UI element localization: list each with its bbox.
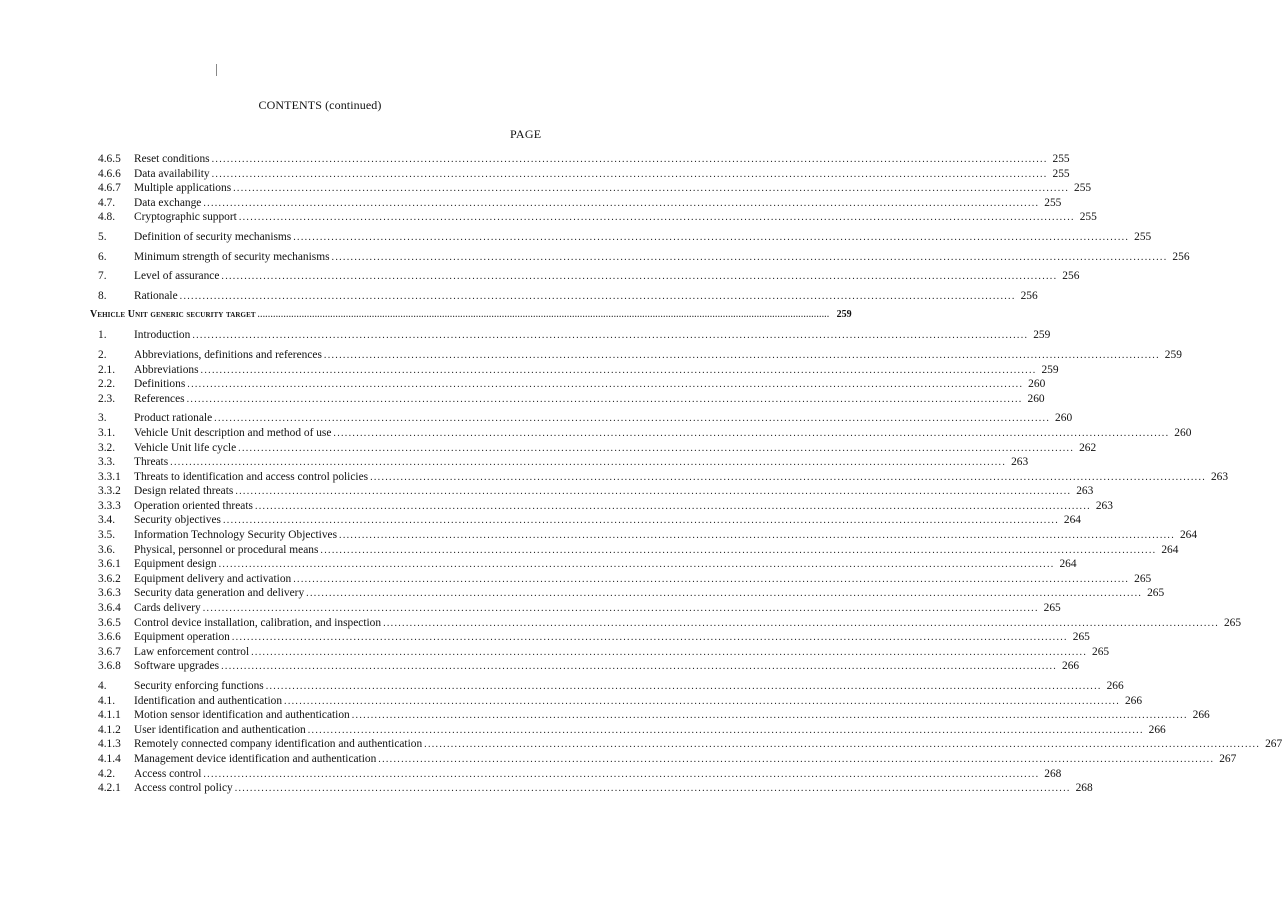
- toc-entry-page: 255: [1052, 167, 1070, 180]
- toc-entry-label: Management device identification and authentication: [134, 752, 377, 765]
- toc-entry-label: Equipment delivery and activation: [134, 572, 292, 585]
- toc-entry-label: Software upgrades: [134, 660, 220, 673]
- dot-leader: ............................................................................................................................................................................................................................: [218, 559, 1055, 571]
- toc-entry-label: Vehicle Unit life cycle: [134, 441, 237, 454]
- toc-entry-page: 265: [1092, 645, 1110, 658]
- toc-entry-page: 265: [1147, 587, 1165, 600]
- toc-entry-page: 255: [1052, 153, 1070, 165]
- toc-entry-number: 4.6.6: [98, 167, 121, 180]
- toc-entry-page: 259: [1033, 329, 1051, 342]
- dot-leader: ............................................................................................................................................................................................................................: [320, 544, 1157, 556]
- toc-entry-page: 255: [1074, 182, 1092, 195]
- toc-entry-page: 265: [1043, 602, 1061, 615]
- toc-entry-page: 260: [1055, 412, 1073, 425]
- toc-entry-label: Vehicle Unit description and method of use: [134, 426, 332, 439]
- toc-entry-number: 4.8.: [98, 211, 116, 224]
- toc-entry-page: 263: [1210, 470, 1229, 483]
- dot-leader: ............................................................................................................................................................................................................................: [323, 349, 1160, 361]
- toc-entry-label: Security data generation and delivery: [134, 587, 305, 600]
- toc-entry: [90, 659, 1080, 674]
- toc-entry-page: 264: [1063, 514, 1081, 527]
- toc-entry: [90, 723, 1166, 738]
- toc-entry-label: Level of assurance: [134, 270, 220, 283]
- toc-entry: [90, 630, 1090, 645]
- toc-entry-label: Data availability: [134, 167, 210, 180]
- toc-entry-page: 264: [1179, 529, 1198, 542]
- toc-entry-label: Cryptographic support: [134, 211, 237, 224]
- dot-leader: ............................................................................................................................................................................................................................: [265, 681, 1102, 692]
- toc-entry-number: 3.3.3: [98, 499, 121, 512]
- toc-entry-page: 264: [1059, 558, 1077, 571]
- dot-leader: ............................................................................................................................................................................................................................: [370, 471, 1207, 483]
- toc-entry: [90, 411, 1073, 426]
- dot-leader: ............................................................................................................................................................................................................................: [238, 442, 1075, 454]
- toc-entry-number: 8.: [98, 289, 107, 302]
- dot-leader: ............................................................................................................................................................................................................................: [179, 290, 1016, 302]
- toc-entry-number: 4.2.: [98, 767, 116, 780]
- toc-entry-label: Introduction: [134, 329, 191, 342]
- dot-leader: ............................................................................................................................................................................................................................: [203, 768, 1040, 780]
- toc-entry-label: Data exchange: [134, 196, 202, 209]
- toc-entry-number: 3.6.: [98, 543, 116, 556]
- dot-leader: ............................................................................................................................................................................................................................: [293, 573, 1130, 585]
- toc-entry: [90, 767, 1062, 782]
- toc-entry-page: 266: [1106, 680, 1124, 692]
- dot-leader: ............................................................................................................................................................................................................................: [234, 783, 1071, 795]
- toc-entry-label: Operation oriented threats: [134, 499, 253, 512]
- toc-entry-label: Cards delivery: [134, 602, 201, 615]
- toc-entry-number: 3.6.3: [98, 587, 121, 600]
- toc-entry: [90, 752, 1237, 767]
- page-column-label: PAGE: [510, 127, 542, 141]
- toc-entry-number: 3.6.6: [98, 631, 121, 644]
- dot-leader: ............................................................................................................................................................................................................................: [211, 168, 1048, 180]
- toc-entry-label: Information Technology Security Objectives: [134, 529, 338, 542]
- toc-entry-label: Design related threats: [134, 485, 234, 498]
- toc-entry-page: 266: [1124, 694, 1143, 707]
- toc-entry-label: Vehicle Unit generic security target: [90, 309, 256, 321]
- toc-entry: [90, 616, 1242, 631]
- dot-leader: ............................................................................................................................................................................................................................: [424, 739, 1261, 751]
- toc-entry-number: 3.3.2: [98, 485, 121, 498]
- toc-entry-label: Definition of security mechanisms: [134, 230, 292, 243]
- toc-entry-label: Reset conditions: [134, 153, 210, 165]
- toc-entry-number: 4.2.1: [98, 782, 121, 795]
- dot-leader: ............................................................................................................................................................................................................................: [235, 486, 1072, 498]
- toc-entry-label: Definitions: [134, 378, 186, 391]
- toc-entry: [90, 708, 1210, 723]
- toc-entry-page: 262: [1079, 441, 1097, 454]
- toc-entry-number: 4.1.1: [98, 709, 121, 722]
- toc-entry-number: 2.3.: [98, 392, 116, 405]
- dot-leader: ............................................................................................................................................................................................................................: [200, 364, 1037, 376]
- toc-entry-number: 5.: [98, 230, 107, 243]
- toc-entry: [90, 363, 1059, 378]
- toc-entry-page: 256: [1062, 270, 1080, 283]
- page-title: CONTENTS (continued): [258, 98, 382, 112]
- toc-entry-number: 3.6.4: [98, 602, 121, 615]
- dot-leader: ............................................................................................................................................................................................................................: [251, 646, 1088, 658]
- toc-entry-label: Law enforcement control: [134, 645, 250, 658]
- toc-entry-page: 255: [1079, 211, 1097, 224]
- toc-entry-label: Threats to identification and access control policies: [134, 470, 369, 483]
- toc-entry: [90, 484, 1094, 499]
- toc-entry-number: 3.6.1: [98, 558, 121, 571]
- toc-entry-number: 3.6.8: [98, 660, 121, 673]
- toc-entry: [90, 513, 1081, 528]
- toc-entry: [90, 348, 1182, 363]
- dot-leader: ............................................................................................................................................................................................................................: [202, 603, 1039, 615]
- dot-leader: ............................................................................................................................................................................................................................: [293, 231, 1130, 243]
- toc-entry: [90, 289, 1038, 304]
- toc-entry: [90, 196, 1062, 211]
- toc-entry: [90, 269, 1080, 284]
- toc-entry-page: 265: [1223, 616, 1242, 629]
- toc-entry-label: Identification and authentication: [134, 694, 283, 707]
- toc-entry: [90, 392, 1045, 407]
- toc-entry-page: 256: [1172, 250, 1190, 263]
- toc-entry-label: Minimum strength of security mechanisms: [134, 250, 330, 263]
- dot-leader: ............................................................................................................................................................................................................................: [238, 212, 1075, 224]
- toc-entry-number: 3.5.: [98, 529, 116, 542]
- toc-entry: [90, 543, 1179, 558]
- toc-entry: [90, 181, 1092, 196]
- dot-leader: ............................................................................................................................................................................................................................: [383, 617, 1220, 629]
- toc-entry: [90, 737, 1282, 752]
- dot-leader: ............................................................................................................................................................................................................................: [170, 457, 1007, 469]
- dot-leader: ............................................................................................................................................................................................................................: [331, 251, 1168, 263]
- toc-entry-page: 256: [1020, 289, 1038, 302]
- toc-entry-page: 260: [1028, 378, 1046, 391]
- toc-entry-page: 255: [1044, 196, 1062, 209]
- dot-leader: ............................................................................................................................................................................................................................: [187, 379, 1024, 391]
- dot-leader: ............................................................................................................................................................................................................................: [254, 500, 1091, 512]
- toc-entry-label: Access control policy: [134, 782, 233, 795]
- dot-leader: ............................................................................................................................................................................................................................: [351, 710, 1188, 722]
- toc-entry-number: 4.1.: [98, 694, 116, 707]
- toc-entry-page: 263: [1095, 499, 1113, 512]
- toc-entry-number: 2.2.: [98, 378, 116, 391]
- toc-entry-page: 259: [1164, 348, 1182, 361]
- dot-leader: ............................................................................................................................................................................................................................: [307, 724, 1144, 736]
- toc-entry-number: 3.3.1: [98, 470, 121, 483]
- toc-entry-number: 3.2.: [98, 441, 116, 454]
- toc-section-heading: [90, 307, 852, 323]
- toc-entry-number: 2.1.: [98, 363, 116, 376]
- table-of-contents: [90, 152, 1282, 796]
- toc-entry: [90, 377, 1046, 392]
- toc-entry-label: References: [134, 392, 185, 405]
- toc-entry: [90, 441, 1097, 456]
- toc-entry-number: 2.: [98, 348, 107, 361]
- toc-entry-page: 266: [1148, 723, 1166, 736]
- toc-entry: [90, 601, 1061, 616]
- toc-entry-page: 267: [1265, 738, 1282, 751]
- toc-entry-label: Product rationale: [134, 412, 213, 425]
- dot-leader: ............................................................................................................................................................................................................................: [203, 197, 1040, 209]
- toc-entry-page: 263: [1076, 485, 1094, 498]
- toc-entry: [90, 167, 1070, 182]
- scan-mark: [216, 64, 217, 76]
- dot-leader: ............................................................................................................................................................................................................................: [339, 530, 1176, 542]
- toc-entry-number: 4.7.: [98, 196, 116, 209]
- toc-entry-number: 4.1.2: [98, 723, 121, 736]
- toc-entry-label: Abbreviations, definitions and references: [134, 348, 322, 361]
- toc-entry-page: 268: [1044, 767, 1062, 780]
- toc-entry: [90, 781, 1093, 796]
- toc-entry: [90, 645, 1110, 660]
- dot-leader: ............................................................................................................................................................................................................................: [221, 661, 1058, 673]
- dot-leader: ............................................................................................................................................................................................................................: [233, 183, 1070, 195]
- dot-leader: ............................................................................................................................................................................................................................: [378, 753, 1215, 765]
- dot-leader: ............................................................................................................................................................................................................................: [306, 588, 1143, 600]
- toc-entry: [90, 210, 1097, 225]
- toc-entry-number: 7.: [98, 270, 107, 283]
- toc-entry-page: 259: [836, 309, 852, 321]
- toc-entry-page: 259: [1041, 363, 1059, 376]
- toc-entry-label: Access control: [134, 767, 202, 780]
- toc-entry-label: Rationale: [134, 289, 178, 302]
- toc-entry-page: 264: [1161, 543, 1179, 556]
- toc-entry-label: Multiple applications: [134, 182, 232, 195]
- toc-entry-label: Motion sensor identification and authentication: [134, 709, 350, 722]
- toc-entry-label: Equipment design: [134, 558, 217, 571]
- toc-entry-number: 6.: [98, 250, 107, 263]
- toc-entry-page: 260: [1174, 426, 1192, 439]
- toc-entry-label: Equipment operation: [134, 631, 230, 644]
- toc-entry-label: Control device installation, calibration, and inspection: [134, 616, 382, 629]
- toc-entry-number: 4.1.4: [98, 752, 121, 765]
- toc-entry-number: 3.6.5: [98, 616, 121, 629]
- toc-entry-number: 1.: [98, 329, 107, 342]
- toc-entry-page: 260: [1027, 392, 1045, 405]
- dot-leader: ............................................................................................................................................................................................................................: [221, 271, 1058, 283]
- dot-leader: ............................................................................................................................................................................................................................: [211, 154, 1048, 165]
- toc-entry-label: Security objectives: [134, 514, 221, 527]
- dot-leader: ............................................................................................................................................................................................................................: [192, 330, 1029, 342]
- toc-entry-page: 268: [1075, 782, 1093, 795]
- toc-entry-label: Threats: [134, 456, 169, 469]
- toc-entry-number: 4.6.5: [98, 153, 121, 165]
- toc-entry: [90, 328, 1051, 343]
- toc-entry-page: 263: [1011, 456, 1029, 469]
- toc-entry-number: 4.: [98, 680, 107, 692]
- toc-entry: [90, 586, 1165, 601]
- toc-entry-page: 265: [1134, 572, 1152, 585]
- toc-entry-number: 3.6.2: [98, 572, 121, 585]
- toc-entry-number: 3.1.: [98, 426, 116, 439]
- toc-entry: [90, 557, 1077, 572]
- toc-entry-page: 266: [1062, 660, 1080, 673]
- toc-entry-label: Security enforcing functions: [134, 680, 264, 692]
- dot-leader: ............................................................................................................................................................................................................................: [257, 310, 830, 320]
- toc-entry-number: 3.: [98, 412, 107, 425]
- toc-entry-number: 4.6.7: [98, 182, 121, 195]
- toc-entry-label: Remotely connected company identification and authentication: [134, 738, 423, 751]
- toc-entry-label: User identification and authentication: [134, 723, 306, 736]
- toc-entry: [90, 499, 1113, 514]
- toc-entry-page: 267: [1219, 752, 1237, 765]
- dot-leader: ............................................................................................................................................................................................................................: [231, 632, 1068, 644]
- toc-entry: [90, 250, 1190, 265]
- dot-leader: ............................................................................................................................................................................................................................: [333, 427, 1170, 439]
- toc-entry: [90, 679, 1124, 694]
- dot-leader: ............................................................................................................................................................................................................................: [284, 695, 1121, 707]
- dot-leader: ............................................................................................................................................................................................................................: [223, 515, 1059, 527]
- toc-entry-label: Abbreviations: [134, 363, 199, 376]
- toc-entry: [90, 528, 1198, 543]
- toc-entry-page: 265: [1072, 631, 1090, 644]
- toc-entry: [90, 694, 1143, 709]
- toc-entry-number: 4.1.3: [98, 738, 121, 751]
- toc-entry-page: 255: [1134, 230, 1152, 243]
- toc-entry-number: 3.6.7: [98, 645, 121, 658]
- toc-entry: [90, 455, 1029, 470]
- dot-leader: ............................................................................................................................................................................................................................: [186, 393, 1023, 405]
- toc-entry-page: 266: [1192, 709, 1210, 722]
- toc-entry: [90, 426, 1192, 441]
- toc-entry: [90, 470, 1229, 485]
- toc-entry-number: 3.4.: [98, 514, 116, 527]
- toc-entry: [90, 572, 1152, 587]
- toc-entry-label: Physical, personnel or procedural means: [134, 543, 319, 556]
- toc-entry: [90, 230, 1152, 245]
- toc-entry: [90, 152, 1070, 167]
- toc-entry-number: 3.3.: [98, 456, 116, 469]
- dot-leader: ............................................................................................................................................................................................................................: [214, 413, 1051, 425]
